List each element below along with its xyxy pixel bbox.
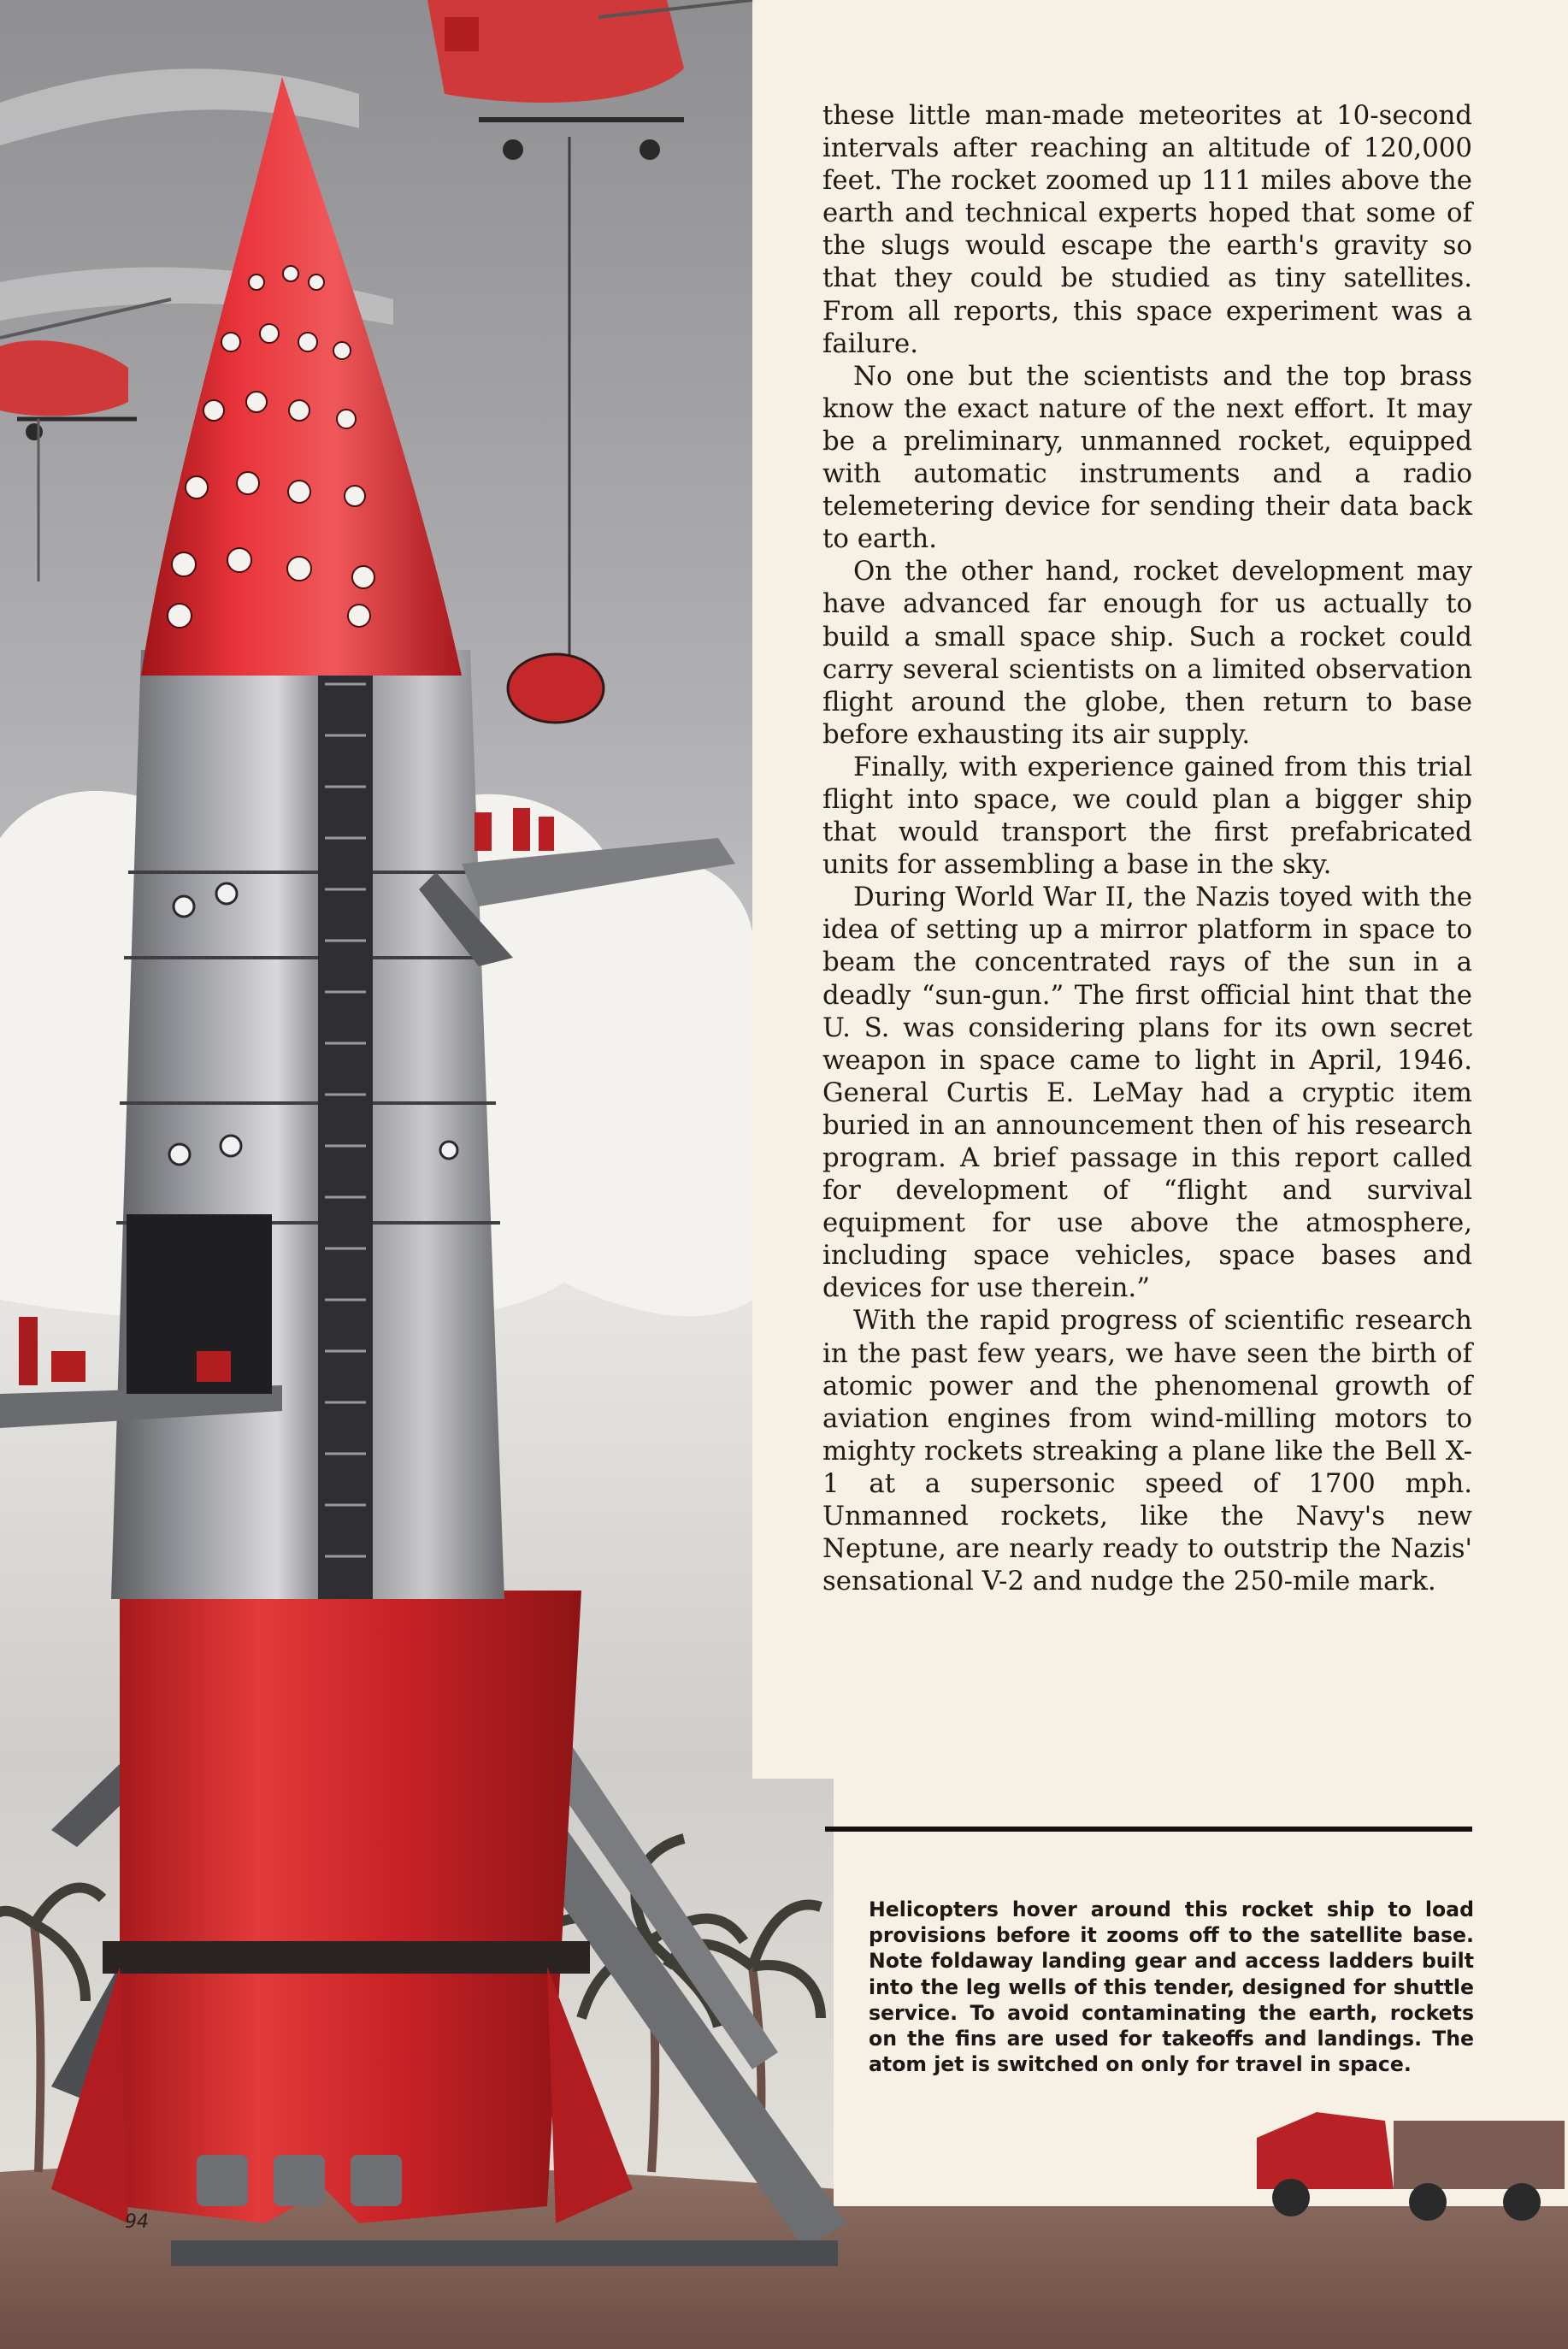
article-paragraph: With the rapid progress of scientific research in the past few years, we have seen the birth of atomic power and the phenomenal growth of aviation engines from wind-milling motors to mighty rockets streaking a plane like the Bell X-1 at a supersonic speed of 1700 mph. Unmanned rockets, like the Navy's new Neptune, are nearly ready to outstrip the Nazis' sensational V-2 and nudge the 250-mile mark. (822, 1305, 1472, 1597)
article-body (822, 99, 1472, 1597)
article-paragraph: these little man-made meteorites at 10-second intervals after reaching an altitude of 120,000 feet. The rocket zoomed up 111 miles above the earth and technical experts hoped that some of the slugs would escape the earth's gravity so that they could be studied as tiny satellites. From all reports, this space experiment was a failure. (822, 100, 1472, 359)
article-paragraph: Finally, with experience gained from this trial flight into space, we could plan a bigger ship that would transport the first prefabricated units for assembling a base in the sky. (822, 751, 1472, 881)
page-number: 94 (125, 2211, 149, 2233)
divider-rule (825, 1827, 1472, 1832)
article-paragraph: During World War II, the Nazis toyed with the idea of setting up a mirror platform in space to beam the concentrated rays of the sun in a deadly “sun-gun.” The first official hint that the U. S. was considering plans for its own secret weapon in space came to light in April, 1946. General Curtis E. LeMay had a cryptic item buried in an announcement then of his research program. A brief passage in this report called for development of “flight and survival equipment for use above the atmosphere, including space vehicles, space bases and devices for use therein.” (822, 882, 1472, 1304)
truck-icon (1257, 2112, 1565, 2221)
illustration-caption: Helicopters hover around this rocket ship to load provisions before it zooms off to the satellite base. Note foldaway landing gear and access ladders built into the leg wells of this tender, designed for shuttle service. To avoid contaminating the earth, rockets on the fins are used for takeoffs and landings. The atom jet is switched on only for travel in space. (869, 1897, 1474, 2077)
article-paragraph: On the other hand, rocket development may have advanced far enough for us actually to build a small space ship. Such a rocket could carry several scientists on a limited observation flight around the globe, then return to base before exhausting its air supply. (822, 556, 1472, 750)
article-paragraph: No one but the scientists and the top brass know the exact nature of the next effort. It may be a preliminary, unmanned rocket, equipped with automatic instruments and a radio telemetering device for sending their data back to earth. (822, 360, 1472, 555)
